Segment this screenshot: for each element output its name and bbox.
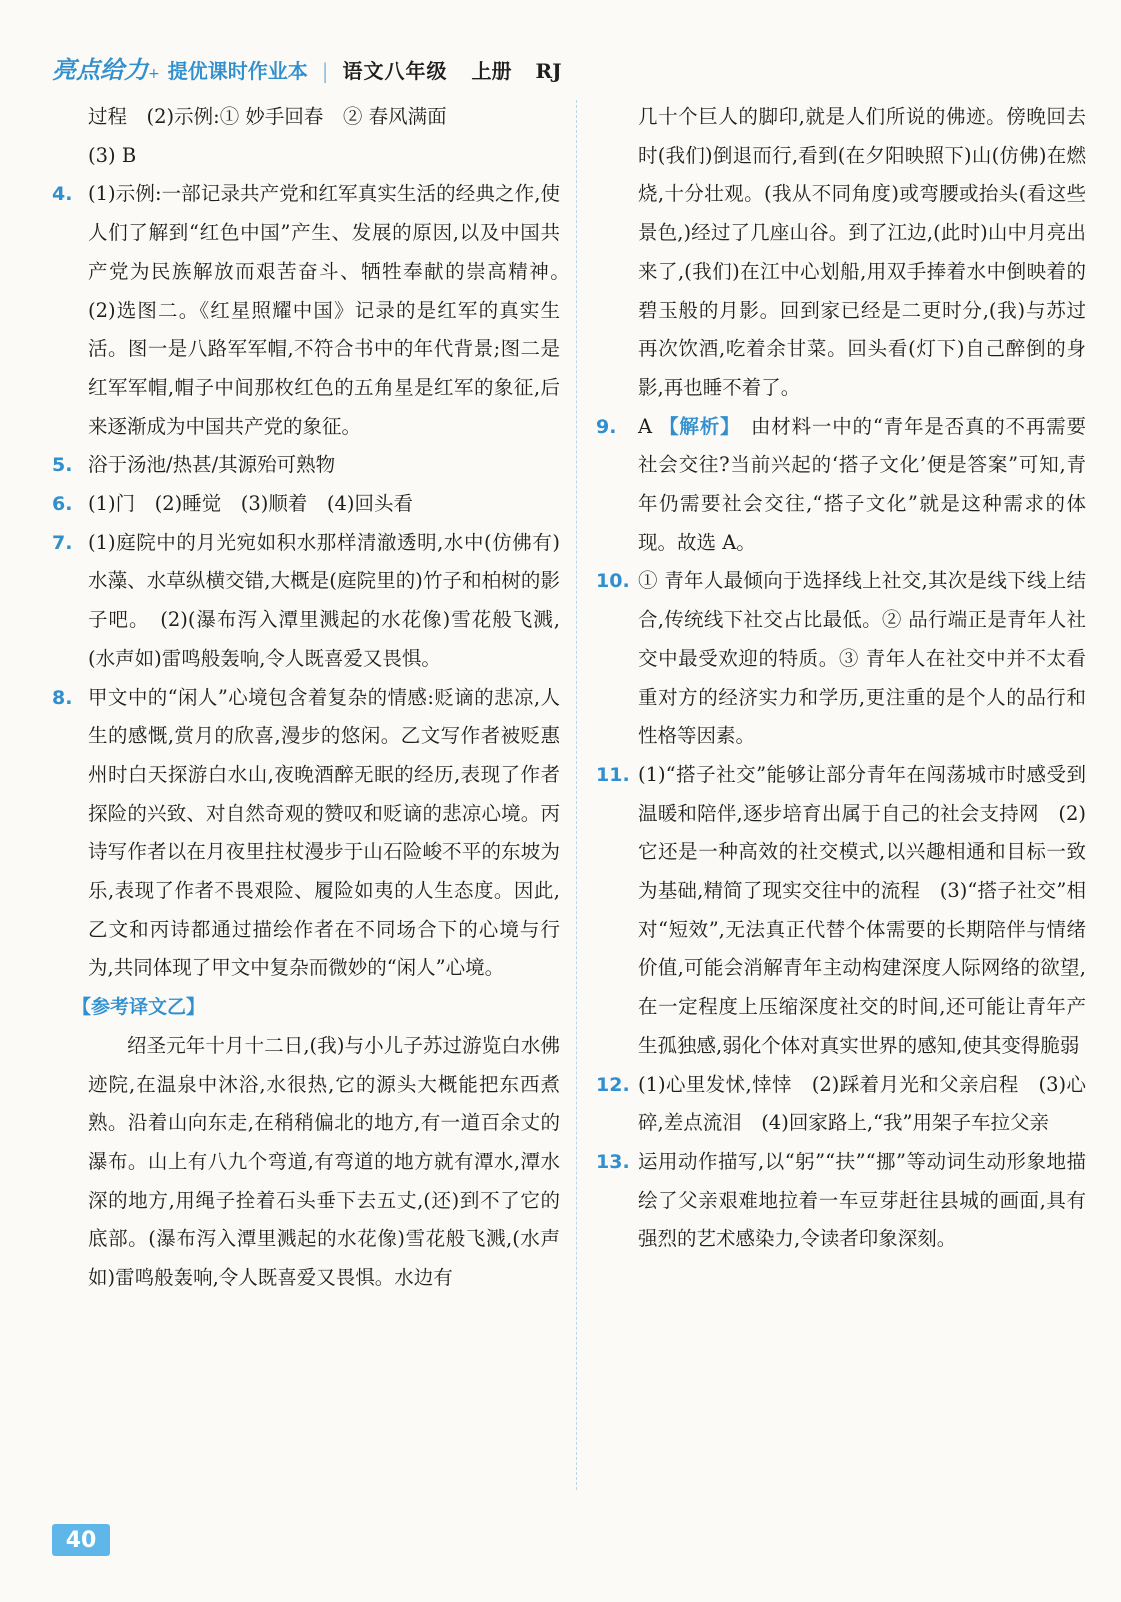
item-number: 9. [596, 415, 617, 438]
column-divider [576, 100, 577, 1490]
item-number: 10. [596, 570, 630, 593]
page-header [52, 50, 562, 86]
brand-plus: + [148, 66, 160, 82]
item-number: 6. [52, 493, 73, 516]
answer-item-11 [596, 756, 1086, 1066]
volume-label: 上册 [471, 59, 512, 83]
item-text: (1)门 (2)睡觉 (3)顺着 (4)回头看 [88, 492, 413, 516]
item-number: 4. [52, 183, 73, 206]
answer-item-4 [52, 175, 580, 446]
answer-item-12 [596, 1066, 1086, 1143]
continued-answer-line: 过程 (2)示例:① 妙手回春 ② 春风满面 [88, 105, 447, 128]
answer-item-13 [596, 1143, 1086, 1259]
item-text: (1)庭院中的月光宛如积水那样清澈透明,水中(仿佛有)水藻、水草纵横交错,大概是(庭院里的)竹子和柏树的影子吧。 (2)(瀑布泻入潭里溅起的水花像)雪花般飞溅,(水声如)雷鸣般轰响,令人既喜爱又畏惧。 [88, 530, 560, 670]
answer-item-7 [52, 524, 560, 679]
analysis-tag: 【解析】 [659, 414, 731, 438]
item-number: 8. [52, 686, 73, 709]
item-number: 13. [596, 1150, 630, 1173]
page-number: 40 [52, 1524, 110, 1556]
item-text: 运用动作描写,以“躬”“扶”“挪”等动词生动形象地描绘了父亲艰难地拉着一车豆芽赶往县城的画面,具有强烈的艺术感染力,令读者印象深刻。 [638, 1149, 1086, 1251]
subject-grade: 语文八年级 [342, 59, 448, 83]
reference-translation-title: 【参考译文乙】 [72, 996, 206, 1019]
left-column [52, 98, 580, 1298]
continued-answer-line: (3) B [88, 143, 137, 167]
item-number: 12. [596, 1073, 630, 1096]
reference-translation-text: 绍圣元年十月十二日,(我)与小儿子苏过游览白水佛迹院,在温泉中沐浴,水很热,它的源头大概能把东西煮熟。沿着山向东走,在稍稍偏北的地方,有一道百余丈的瀑布。山上有八九个弯道,有弯道的地方就有潭水,潭水深的地方,用绳子拴着石头垂下去五丈,(还)到不了它的底部。(瀑布泻入潭里溅起的水花像)雪花般飞溅,(水声如)雷鸣般轰响,令人既喜爱又畏惧。水边有 [88, 1033, 560, 1290]
header-separator: | [321, 59, 329, 83]
edition-label: RJ [535, 59, 562, 83]
item-text [638, 408, 1086, 563]
answer-item-8 [52, 679, 560, 989]
answer-item-5 [52, 446, 560, 485]
answer-item-6 [52, 485, 560, 524]
item-number: 5. [52, 454, 73, 477]
answer-item-10 [596, 562, 1086, 756]
analysis-text: 由材料一中的“青年是否真的不再需要社会交往?当前兴起的‘搭子文化’便是答案”可知,青年仍需要社会交往,“搭子文化”就是这种需求的体现。故选 A。 [638, 414, 1086, 554]
brand-logo: 亮点给力 [52, 56, 148, 84]
item-text: ① 青年人最倾向于选择线上社交,其次是线下线上结合,传统线下社交占比最低。② 品行端正是青年人社交中最受欢迎的特质。③ 青年人在社交中并不太看重对方的经济实力和学历,更注重的是个人的品行和性格等因素。 [638, 569, 1086, 748]
right-column [596, 98, 1086, 1259]
item-answer: A [638, 414, 653, 438]
item-text: (1)心里发怵,悻悻 (2)踩着月光和父亲启程 (3)心碎,差点流泪 (4)回家路上,“我”用架子车拉父亲 [638, 1072, 1086, 1135]
answer-item-9 [596, 408, 1086, 563]
item-number: 7. [52, 531, 73, 554]
item-text: 甲文中的“闲人”心境包含着复杂的情感:贬谪的悲凉,人生的感慨,赏月的欣喜,漫步的悠闲。乙文写作者被贬惠州时白天探游白水山,夜晚酒醉无眠的经历,表现了作者探险的兴致、对自然奇观的赞叹和贬谪的悲凉心境。丙诗写作者以在月夜里拄杖漫步于山石险峻不平的东坡为乐,表现了作者不畏艰险、履险如夷的人生态度。因此,乙文和丙诗都通过描绘作者在不同场合下的心境与行为,共同体现了甲文中复杂而微妙的“闲人”心境。 [88, 685, 560, 980]
item-number: 11. [596, 763, 630, 786]
item-text: 浴于汤池/热甚/其源殆可熟物 [88, 453, 336, 477]
item-text: (1)示例:一部记录共产党和红军真实生活的经典之作,使人们了解到“红色中国”产生、发展的原因,以及中国共产党为民族解放而艰苦奋斗、牺牲奉献的崇高精神。 (2)选图二。《红星照耀中国》记录的是红军的真实生活。图一是八路军军帽,不符合书中的年代背景;图二是红军军帽,帽子中间那枚红色的五角星是红军的象征,后来逐渐成为中国共产党的象征。 [88, 182, 580, 438]
continued-translation-text: 几十个巨人的脚印,就是人们所说的佛迹。傍晚回去时(我们)倒退而行,看到(在夕阳映照下)山(仿佛)在燃烧,十分壮观。(我从不同角度)或弯腰或抬头(看这些景色,)经过了几座山谷。到了江边,(此时)山中月亮出来了,(我们)在江中心划船,用双手捧着水中倒映着的碧玉般的月影。回到家已经是二更时分,(我)与苏过再次饮酒,吃着余甘菜。回头看(灯下)自己醉倒的身影,再也睡不着了。 [638, 105, 1086, 399]
book-series-title: 提优课时作业本 [167, 59, 308, 83]
item-text: (1)“搭子社交”能够让部分青年在闯荡城市时感受到温暖和陪伴,逐步培育出属于自己的社会支持网 (2)它还是一种高效的社交模式,以兴趣相通和目标一致为基础,精简了现实交往中的流程 (3)“搭子社交”相对“短效”,无法真正代替个体需要的长期陪伴与情绪价值,可能会消解青年主动构建深度人际网络的欲望,在一定程度上压缩深度社交的时间,还可能让青年产生孤独感,弱化个体对真实世界的感知,使其变得脆弱 [638, 762, 1086, 1057]
